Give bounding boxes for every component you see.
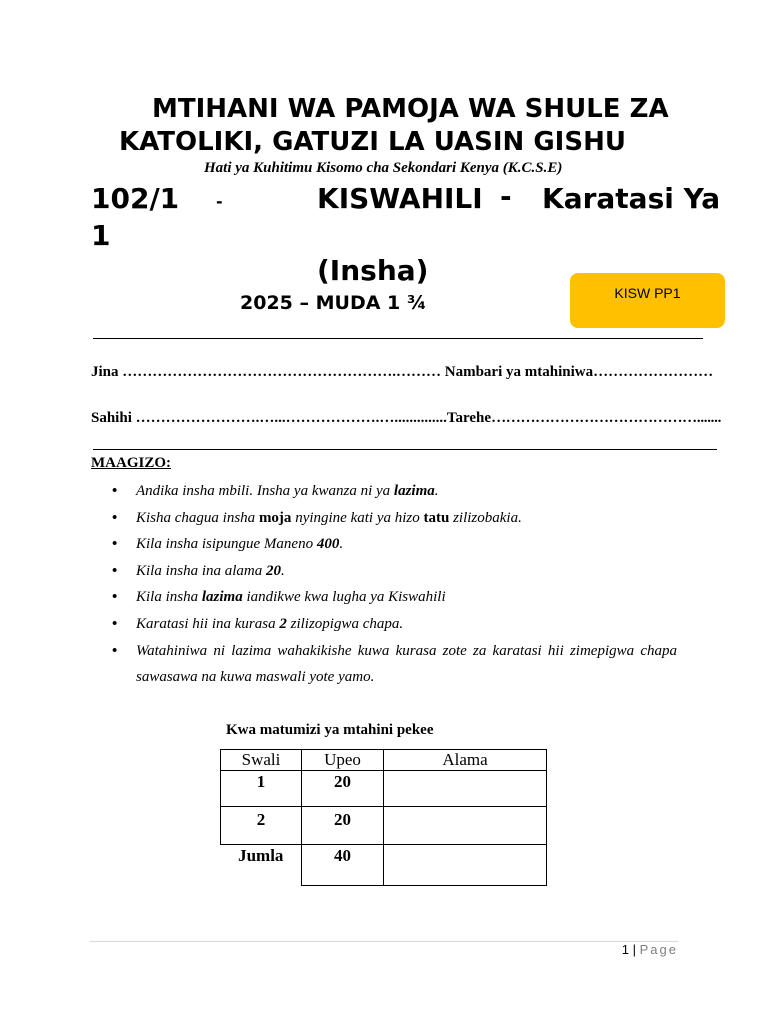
- signature-label: Sahihi: [91, 410, 136, 426]
- table-row: [221, 807, 547, 845]
- date-label: Tarehe: [446, 410, 492, 426]
- paper-type: (Insha): [317, 254, 429, 287]
- candidate-number-label: Nambari ya mtahiniwa: [444, 364, 594, 380]
- name-field-row: [91, 364, 713, 381]
- bullet-icon: •: [112, 562, 118, 579]
- page-number: 1: [621, 942, 629, 957]
- exam-subtitle: Hati ya Kuhitimu Kisomo cha Sekondari Kenya (K.C.S.E): [204, 160, 563, 176]
- instruction-text: .: [434, 483, 439, 499]
- bullet-icon: •: [112, 483, 118, 499]
- bullet-icon: •: [112, 615, 118, 632]
- exam-title-line1: MTIHANI WA PAMOJA WA SHULE ZA: [152, 94, 669, 124]
- instruction-text: iandikwe kwa lugha ya Kiswahili: [242, 589, 446, 606]
- instruction-item: [112, 478, 677, 505]
- subject-dash: -: [500, 180, 512, 213]
- year-duration: 2025 – MUDA 1 ¾: [240, 292, 427, 314]
- instruction-item: [112, 558, 677, 585]
- instruction-text: Kila insha: [136, 589, 202, 606]
- instruction-emphasis: moja: [258, 509, 292, 526]
- instruction-emphasis: 2: [279, 615, 287, 632]
- table-row: [221, 771, 547, 807]
- instruction-item: [112, 531, 677, 558]
- bullet-icon: •: [112, 536, 118, 553]
- instruction-text: .: [339, 536, 344, 553]
- table-row: [221, 845, 547, 886]
- table-header-row: [221, 750, 547, 771]
- bullet-icon: •: [112, 642, 118, 659]
- paper-label: Karatasi Ya: [542, 182, 721, 215]
- cell-swali: 1: [221, 771, 302, 807]
- paper-code-dash: -: [216, 192, 223, 211]
- instruction-item: [112, 611, 677, 638]
- bullet-icon: •: [112, 589, 118, 606]
- instruction-text: Kila insha isipungue Maneno: [136, 536, 317, 553]
- date-field[interactable]: …………………………………….......: [491, 410, 722, 426]
- instruction-text: Karatasi hii ina kurasa: [136, 615, 280, 632]
- column-header-alama: Alama: [384, 750, 547, 771]
- instruction-text: Kila insha ina alama: [136, 562, 267, 579]
- footer-separator: |: [632, 942, 636, 957]
- instruction-emphasis: lazima: [393, 483, 435, 499]
- name-field[interactable]: ……………………………………………….………: [122, 364, 445, 380]
- marks-table-caption: Kwa matumizi ya mtahini pekee: [226, 722, 434, 738]
- paper-code: 102/1: [91, 182, 180, 215]
- page-footer: [622, 942, 678, 957]
- header-divider: [93, 338, 703, 339]
- cell-upeo: 20: [302, 771, 384, 807]
- column-header-swali: Swali: [221, 750, 302, 771]
- instruction-item: [112, 505, 677, 532]
- name-label: Jina: [91, 364, 123, 380]
- instruction-text: Watahiniwa ni lazima wahakikishe kuwa kurasa zote za karatasi hii zimepigwa chapa sawasawa na kuwa maswali yote yamo.: [136, 642, 677, 686]
- cell-alama-input[interactable]: [384, 807, 547, 845]
- page-label: Page: [639, 942, 678, 957]
- bullet-icon: •: [112, 509, 118, 526]
- candidate-number-field[interactable]: ……………………: [593, 364, 714, 380]
- cell-swali: 2: [221, 807, 302, 845]
- instruction-item: [112, 638, 677, 691]
- instruction-text: nyingine kati ya hizo: [291, 509, 424, 526]
- exam-title-line2: KATOLIKI, GATUZI LA UASIN GISHU: [119, 127, 626, 157]
- paper-badge: KISW PP1: [570, 273, 725, 328]
- marks-table: [220, 749, 547, 886]
- cell-alama-input[interactable]: [384, 771, 547, 807]
- column-header-upeo: Upeo: [302, 750, 384, 771]
- subject-name: KISWAHILI: [317, 182, 483, 215]
- cell-upeo: 40: [302, 845, 384, 886]
- instruction-text: Kisha chagua insha: [136, 509, 259, 526]
- cell-alama-input[interactable]: [384, 845, 547, 886]
- instruction-item: [112, 584, 677, 611]
- instruction-emphasis: 400: [316, 536, 340, 553]
- instructions-list: [112, 478, 677, 691]
- instruction-emphasis: tatu: [423, 509, 450, 526]
- cell-upeo: 20: [302, 807, 384, 845]
- instruction-text: zilizobakia.: [449, 509, 522, 526]
- instruction-emphasis: lazima: [201, 589, 243, 606]
- instruction-emphasis: 20: [266, 562, 282, 579]
- instructions-heading: MAAGIZO:: [91, 455, 171, 471]
- signature-field-row: [91, 410, 721, 427]
- instruction-text: zilizopigwa chapa.: [286, 615, 404, 632]
- signature-field[interactable]: …………………….…...……………….…..............: [135, 410, 447, 426]
- instruction-text: .: [281, 562, 285, 579]
- fields-divider: [93, 449, 717, 450]
- cell-swali: Jumla: [221, 845, 302, 886]
- instruction-text: Andika insha mbili. Insha ya kwanza ni ya: [136, 483, 394, 499]
- paper-number: 1: [91, 219, 111, 252]
- footer-divider: [90, 941, 678, 942]
